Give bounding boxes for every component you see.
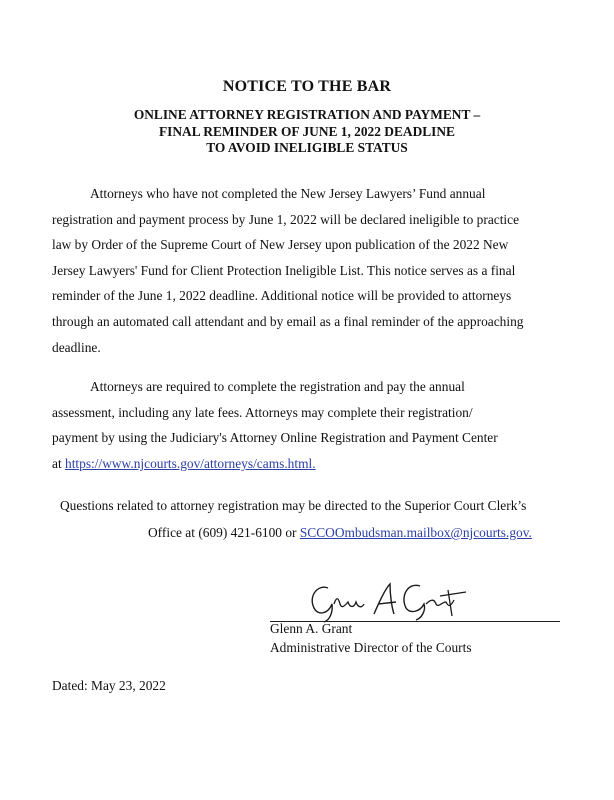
link-prefix: at [52, 455, 66, 471]
paragraph-deadline [52, 181, 564, 360]
email-link[interactable]: SCCOOmbudsman.mailbox@njcourts.gov. [299, 525, 532, 540]
signer-block [270, 619, 472, 657]
paragraph-line: payment by using the Judiciary's Attorney Online Registration and Payment Center [52, 430, 498, 446]
phone-text: Office at (609) 421-6100 or [148, 525, 300, 540]
notice-subtitle [0, 107, 614, 157]
paragraph-line: registration and payment process by June 1, 2022 will be declared ineligible to practice [52, 211, 520, 227]
signer-name: Glenn A. Grant [270, 621, 353, 636]
paragraph-registration [52, 374, 564, 476]
questions-line: Questions related to attorney registration may be directed to the Superior Court Clerk’s [60, 498, 527, 513]
subtitle-line: ONLINE ATTORNEY REGISTRATION AND PAYMENT – [133, 107, 481, 122]
paragraph-line: reminder of the June 1, 2022 deadline. Additional notice will be provided to attorneys [52, 288, 512, 304]
paragraph-line: Attorneys who have not completed the New Jersey Lawyers’ Fund annual [90, 186, 486, 201]
paragraph-line: assessment, including any late fees. Attorneys may complete their registration/ [52, 404, 473, 420]
paragraph-line: through an automated call attendant and by email as a final reminder of the approaching [52, 313, 524, 329]
subtitle-line: FINAL REMINDER OF JUNE 1, 2022 DEADLINE [159, 123, 455, 139]
notice-title: NOTICE TO THE BAR [222, 78, 392, 95]
cams-link[interactable]: https://www.njcourts.gov/attorneys/cams.html. [65, 455, 316, 471]
paragraph-line: Attorneys are required to complete the registration and pay the annual [90, 379, 465, 394]
paragraph-line: deadline. [52, 339, 101, 355]
date-line: Dated: May 23, 2022 [52, 678, 166, 693]
questions-contact-line [148, 525, 532, 541]
signer-title: Administrative Director of the Courts [270, 640, 472, 655]
paragraph-line [52, 451, 564, 477]
paragraph-line: law by Order of the Supreme Court of New Jersey upon publication of the 2022 New [52, 237, 509, 253]
paragraph-line: Jersey Lawyers' Fund for Client Protection Ineligible List. This notice serves as a final [52, 262, 516, 278]
subtitle-line: TO AVOID INELIGIBLE STATUS [206, 140, 408, 155]
